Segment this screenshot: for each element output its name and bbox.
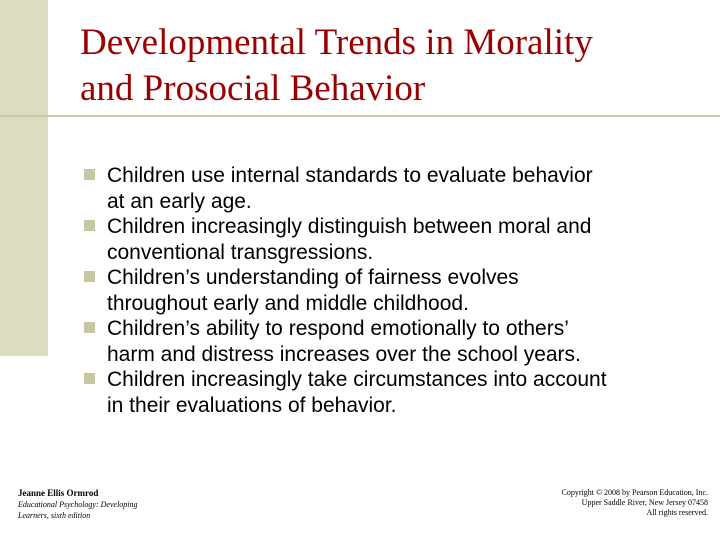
decorative-side-bar bbox=[0, 0, 48, 356]
bullet-text-line: in their evaluations of behavior. bbox=[107, 393, 397, 417]
bullet-text-line: Children’s ability to respond emotionally to others’ bbox=[107, 317, 569, 340]
slide-title-line-1: Developmental Trends in Morality bbox=[80, 22, 593, 63]
square-bullet-icon bbox=[84, 220, 95, 231]
copyright-line: All rights reserved. bbox=[646, 508, 708, 517]
square-bullet-icon bbox=[84, 169, 95, 180]
bullet-text-line: harm and distress increases over the school years. bbox=[107, 342, 581, 366]
bullet-list bbox=[84, 163, 704, 418]
slide-title bbox=[80, 20, 700, 112]
bullet-item bbox=[84, 367, 704, 418]
square-bullet-icon bbox=[84, 322, 95, 333]
footer-book-line: Educational Psychology: Developing bbox=[18, 500, 138, 509]
copyright-line: Copyright © 2008 by Pearson Education, Inc. bbox=[561, 488, 708, 497]
square-bullet-icon bbox=[84, 271, 95, 282]
bullet-item bbox=[84, 163, 704, 214]
footer-copyright bbox=[562, 488, 709, 518]
title-divider bbox=[0, 115, 720, 117]
bullet-text-line: throughout early and middle childhood. bbox=[107, 291, 469, 315]
bullet-item bbox=[84, 316, 704, 367]
bullet-text-line: conventional transgressions. bbox=[107, 240, 374, 264]
bullet-text-line: Children use internal standards to evaluate behavior bbox=[107, 164, 593, 187]
footer-citation bbox=[18, 487, 138, 521]
bullet-text-line: Children increasingly distinguish between moral and bbox=[107, 215, 592, 238]
square-bullet-icon bbox=[84, 373, 95, 384]
bullet-text-line: Children’s understanding of fairness evolves bbox=[107, 266, 519, 289]
bullet-item bbox=[84, 214, 704, 265]
footer-author: Jeanne Ellis Ormrod bbox=[18, 488, 99, 498]
copyright-line: Upper Saddle River, New Jersey 07458 bbox=[581, 498, 708, 507]
bullet-text-line: at an early age. bbox=[107, 189, 252, 213]
slide-title-line-2: and Prosocial Behavior bbox=[80, 68, 426, 109]
footer-book-line: Learners, sixth edition bbox=[18, 511, 91, 520]
bullet-text-line: Children increasingly take circumstances into account bbox=[107, 368, 607, 391]
bullet-item bbox=[84, 265, 704, 316]
